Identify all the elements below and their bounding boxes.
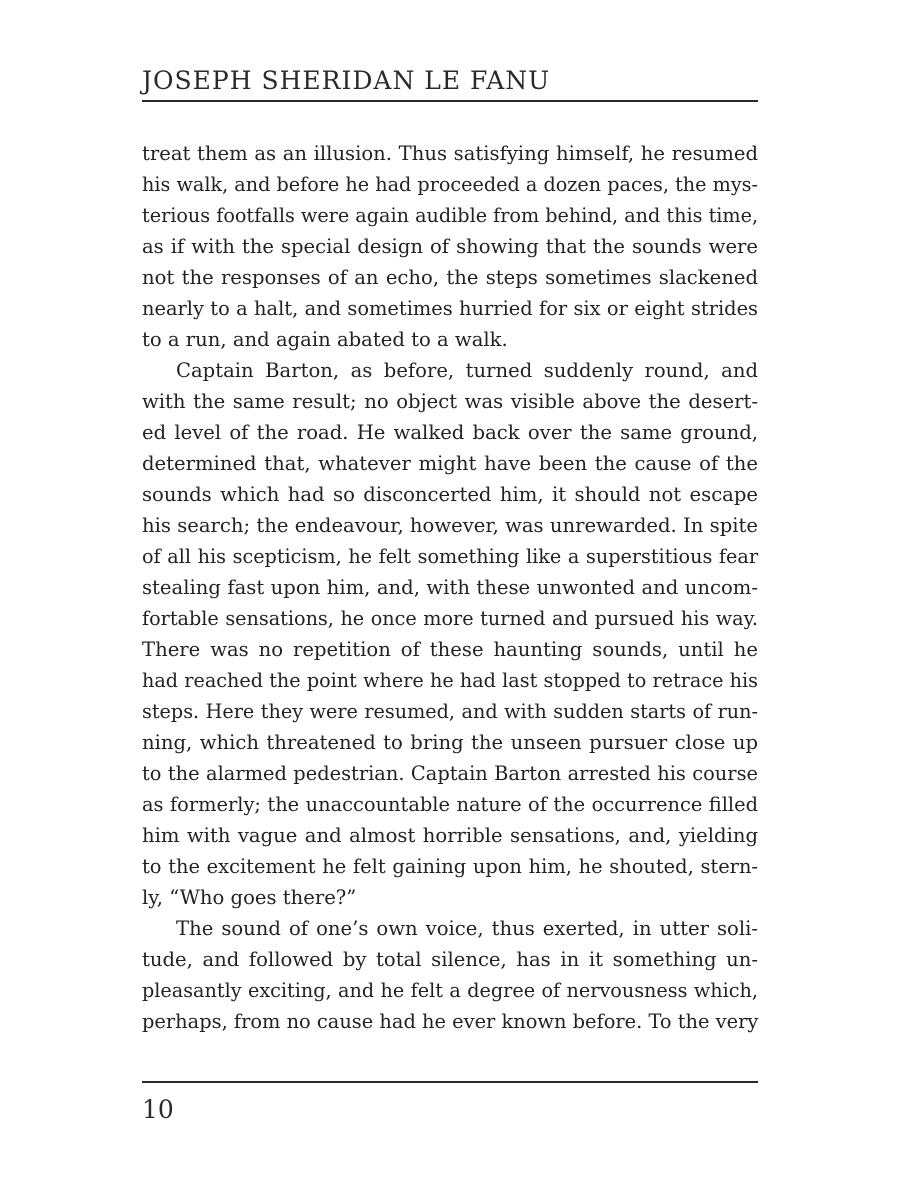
text-line: his search; the endeavour, however, was unrewarded. In spite <box>142 514 758 537</box>
text-line: determined that, whatever might have been the cause of the <box>142 452 758 475</box>
page-number: 10 <box>142 1095 174 1124</box>
text-line: had reached the point where he had last stopped to retrace his <box>142 669 758 692</box>
footer-rule <box>142 1081 758 1083</box>
text-line: him with vague and almost horrible sensations, and, yielding <box>142 824 758 847</box>
text-line: not the responses of an echo, the steps sometimes slackened <box>142 266 758 289</box>
text-line: ed level of the road. He walked back over the same ground, <box>142 421 758 444</box>
text-line: to a run, and again abated to a walk. <box>142 328 508 351</box>
text-line: as formerly; the unaccountable nature of the occurrence filled <box>142 793 758 816</box>
text-line: terious footfalls were again audible from behind, and this time, <box>142 204 759 227</box>
text-line: as if with the special design of showing that the sounds were <box>142 235 758 258</box>
text-line: tude, and followed by total silence, has in it something un- <box>142 948 758 971</box>
text-line: fortable sensations, he once more turned and pursued his way. <box>142 607 758 630</box>
text-line: The sound of one’s own voice, thus exerted, in utter soli- <box>176 917 758 940</box>
text-line: Captain Barton, as before, turned suddenly round, and <box>176 359 758 382</box>
text-line: to the alarmed pedestrian. Captain Barton arrested his course <box>142 762 758 785</box>
text-line: sounds which had so disconcerted him, it should not escape <box>142 483 758 506</box>
text-line: pleasantly exciting, and he felt a degree of nervousness which, <box>142 979 758 1002</box>
text-line: with the same result; no object was visible above the desert- <box>142 390 758 413</box>
header-rule <box>142 100 758 102</box>
text-line: perhaps, from no cause had he ever known before. To the very <box>142 1010 759 1033</box>
text-line: to the excitement he felt gaining upon him, he shouted, stern- <box>142 855 758 878</box>
text-line: ly, “Who goes there?” <box>142 886 357 909</box>
body-text <box>142 138 758 1037</box>
text-line: nearly to a halt, and sometimes hurried for six or eight strides <box>142 297 758 320</box>
text-line: treat them as an illusion. Thus satisfying himself, he resumed <box>142 142 758 165</box>
text-line: his walk, and before he had proceeded a dozen paces, the mys- <box>142 173 758 196</box>
text-line: ning, which threatened to bring the unseen pursuer close up <box>142 731 758 754</box>
text-line: stealing fast upon him, and, with these unwonted and uncom- <box>142 576 758 599</box>
text-line: There was no repetition of these haunting sounds, until he <box>142 638 758 661</box>
text-line: steps. Here they were resumed, and with sudden starts of run- <box>142 700 758 723</box>
text-line: of all his scepticism, he felt something like a superstitious fear <box>142 545 758 568</box>
running-head: JOSEPH SHERIDAN LE FANU <box>142 66 551 95</box>
